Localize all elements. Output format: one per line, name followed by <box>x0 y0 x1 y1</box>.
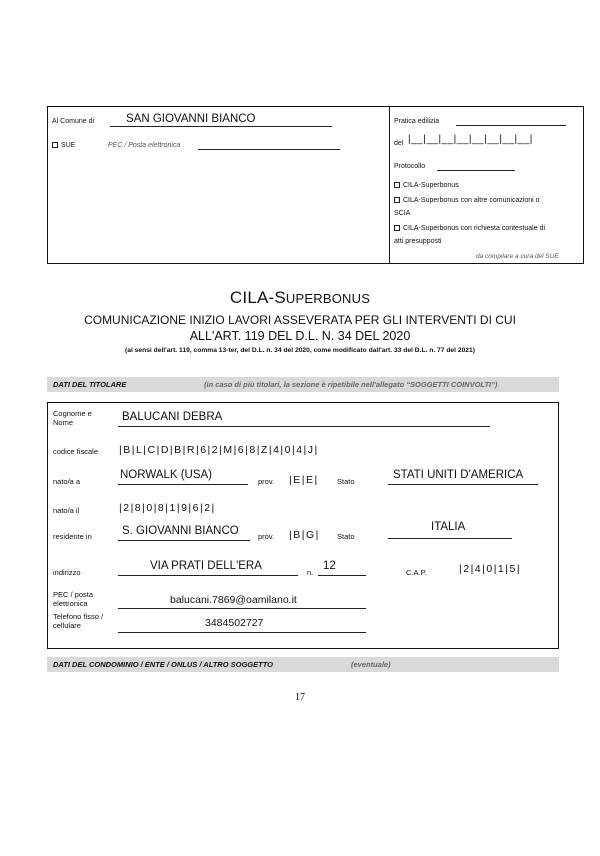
numero-value[interactable]: 12 <box>323 560 336 572</box>
sue-checkbox-row[interactable] <box>52 142 75 149</box>
cognome-line <box>118 426 490 427</box>
tel-label: Telefono fisso / cellulare <box>53 612 104 630</box>
comune-label: Al Comune di <box>52 118 95 125</box>
cognome-label: Cognome e Nome <box>53 409 92 427</box>
subtitle-line-1: COMUNICAZIONE INIZIO LAVORI ASSEVERATA PER GLI INTERVENTI DI CUI <box>84 313 516 327</box>
cap-label: C.A.P. <box>406 568 427 577</box>
cap-value[interactable]: |2|4|0|1|5| <box>459 563 522 575</box>
nato-label: nato/a a <box>53 477 81 486</box>
sue-label: SUE <box>61 142 76 149</box>
cognome-value[interactable]: BALUCANI DEBRA <box>122 411 223 423</box>
nato-stato-line <box>388 484 538 485</box>
numero-label: n. <box>307 568 314 577</box>
pec-titolare-line <box>118 608 366 609</box>
legal-reference: (ai sensi dell'art. 119, comma 13-ter, del D.L. n. 34 del 2020, come modificato dall'art. 33 del D.L. n. 77 del 2021) <box>125 347 475 354</box>
option-cila-richiesta[interactable]: CILA-Superbonus con richiesta contestuale di <box>394 225 545 232</box>
option-cila-superbonus[interactable]: CILA-Superbonus <box>394 182 459 189</box>
residente-line <box>118 540 250 541</box>
res-stato-value[interactable]: ITALIA <box>431 521 466 533</box>
pec-titolare-label: PEC / posta elettronica <box>53 590 94 608</box>
nato-value[interactable]: NORWALK (USA) <box>120 469 213 481</box>
pec-line[interactable] <box>198 149 340 150</box>
cf-value[interactable]: |B|L|C|D|B|R|6|2|M|6|8|Z|4|0|4|J| <box>119 444 319 456</box>
tel-line <box>118 632 366 633</box>
titolare-section-label: DATI DEL TITOLARE <box>53 380 127 389</box>
del-label: del <box>394 140 404 147</box>
condominio-section-label: DATI DEL CONDOMINIO / ENTE / ONLUS / ALTRO SOGGETTO <box>53 660 274 669</box>
checkbox[interactable] <box>394 225 400 231</box>
sue-footer-note: da compilare a cura del SUE <box>476 253 559 260</box>
del-date-boxes[interactable]: |__|__|__|__|__|__|__|__| <box>408 134 533 145</box>
res-prov-value[interactable]: |B|G| <box>289 529 320 541</box>
titolare-section-note: (in caso di più titolari, la sezione è ripetibile nell'allegato “SOGGETTI COINVOLTI”) <box>204 380 498 389</box>
nato-il-label: nato/a il <box>53 506 80 515</box>
nato-stato-label: Stato <box>337 477 355 486</box>
comune-value[interactable]: SAN GIOVANNI BIANCO <box>126 113 256 125</box>
nato-stato-value[interactable]: STATI UNITI D'AMERICA <box>393 469 524 481</box>
nato-prov-label: prov. <box>258 477 275 486</box>
nato-line <box>118 484 248 485</box>
page-subtitle <box>0 312 600 344</box>
checkbox[interactable] <box>394 197 400 203</box>
condominio-section-band <box>47 657 559 672</box>
sue-header-box <box>47 106 584 264</box>
pratica-line[interactable] <box>456 125 566 126</box>
indirizzo-value[interactable]: VIA PRATI DELL'ERA <box>150 560 262 572</box>
indirizzo-label: indirizzo <box>53 568 81 577</box>
res-prov-label: prov. <box>258 532 275 541</box>
pratica-label: Pratica edilizia <box>394 118 440 125</box>
nato-prov-value[interactable]: |E|E| <box>289 474 319 486</box>
titolare-section-band <box>47 377 559 392</box>
subtitle-line-2: ALL'ART. 119 DEL D.L. N. 34 DEL 2020 <box>189 329 411 343</box>
box-divider <box>389 107 390 263</box>
protocollo-label: Protocollo <box>394 163 426 170</box>
res-stato-line <box>388 538 512 539</box>
page-number: 17 <box>295 692 305 703</box>
checkbox[interactable] <box>394 182 400 188</box>
option-cila-altre-cont: SCIA <box>394 210 411 217</box>
cf-label: codice fiscale <box>53 447 99 456</box>
pec-titolare-value[interactable]: balucani.7869@oamilano.it <box>170 594 297 606</box>
protocollo-line[interactable] <box>437 170 515 171</box>
tel-value[interactable]: 3484502727 <box>205 617 264 629</box>
res-stato-label: Stato <box>337 532 355 541</box>
residente-label: residente in <box>53 532 92 541</box>
indirizzo-line <box>118 575 298 576</box>
option-cila-richiesta-cont: atti presupposti <box>394 238 442 245</box>
nato-il-value[interactable]: |2|8|0|8|1|9|6|2| <box>119 502 216 514</box>
comune-line <box>110 126 332 127</box>
numero-line <box>318 575 366 576</box>
sue-checkbox[interactable] <box>52 142 58 148</box>
residente-value[interactable]: S. GIOVANNI BIANCO <box>122 525 239 537</box>
page-title: CILA-SUPERBONUS <box>229 288 371 307</box>
option-cila-altre[interactable]: CILA-Superbonus con altre comunicazioni o <box>394 197 540 204</box>
condominio-section-note: (eventuale) <box>351 660 391 669</box>
pec-label: PEC / Posta elettronica <box>108 142 181 149</box>
